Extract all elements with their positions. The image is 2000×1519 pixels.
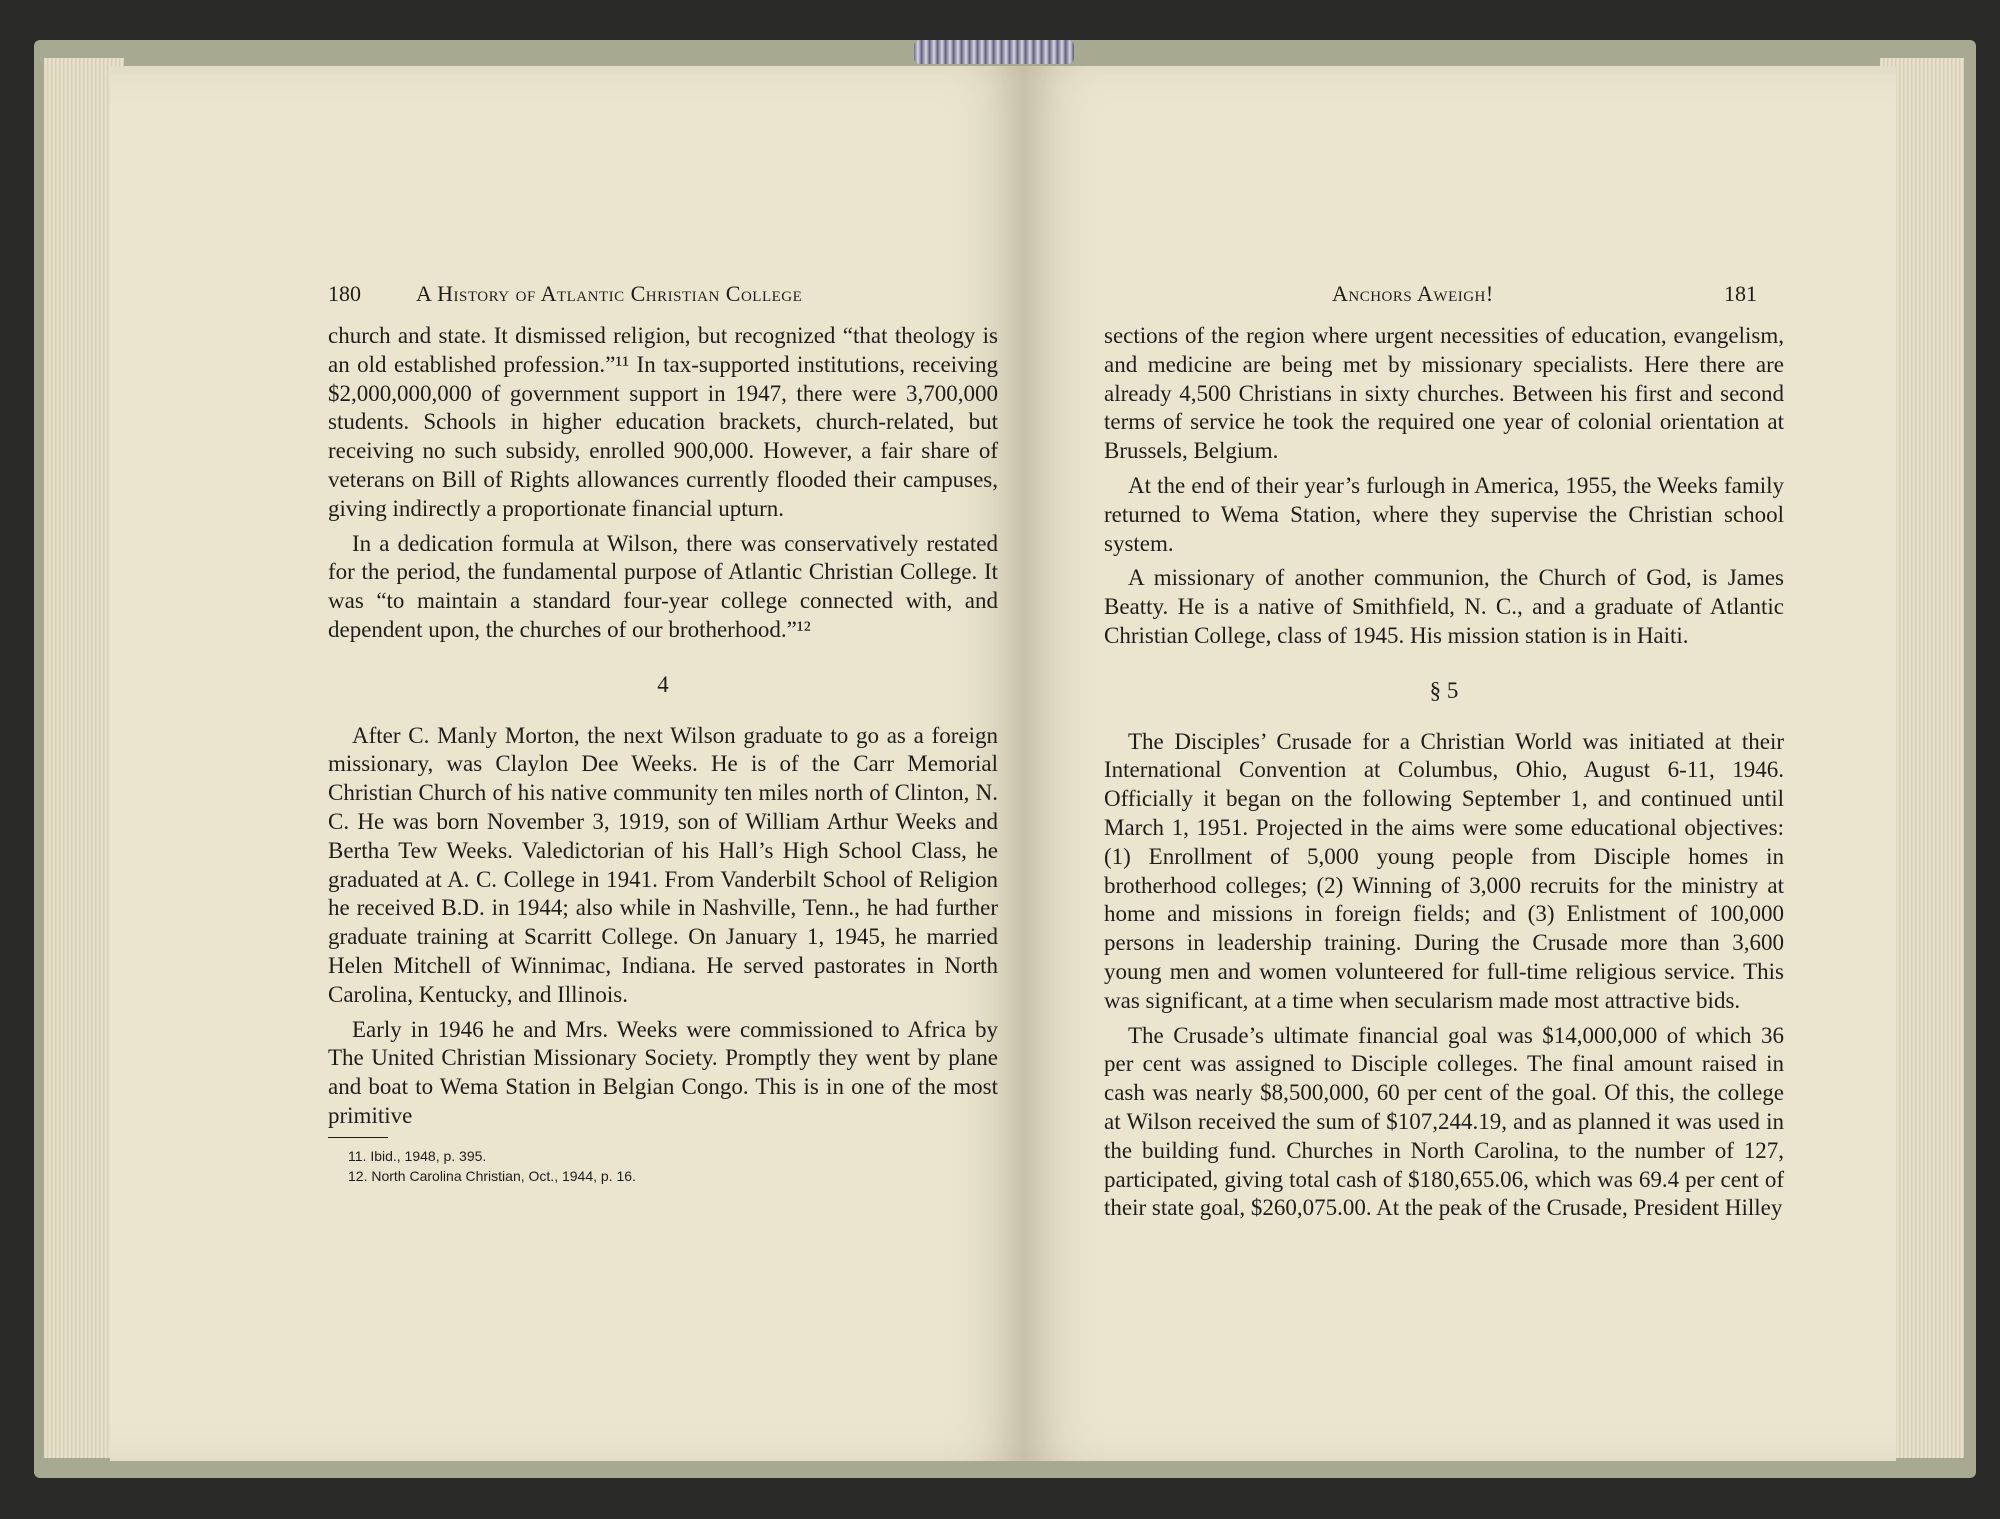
running-head-left: A History of Atlantic Christian College (416, 281, 803, 306)
paragraph: A missionary of another communion, the Church of God, is James Beatty. He is a native of Smithfield, N. C., and a graduate of Atlantic Christian College, class of 1945. His mission station is in Haiti. (1104, 565, 1784, 648)
page-number-right: 181 (1724, 281, 1757, 306)
paragraph: After C. Manly Morton, the next Wilson graduate to go as a foreign missionary, was Claylon Dee Weeks. He is of the Carr Memorial Christian Church of his native community ten miles north of Clinton, N. C. He was born November 3, 1919, son of William Arthur Weeks and Bertha Tew Weeks. Valedictorian of his Hall’s High School Class, he graduated at A. C. College in 1941. From Vanderbilt School of Religion he received B.D. in 1944; also while in Nashville, Tenn., he had further graduate training at Scarritt College. On January 1, 1945, he married Helen Mitchell of Winnimac, Indiana. He served pastorates in North Carolina, Kentucky, and Illinois. (328, 722, 998, 1007)
paragraph: sections of the region where urgent necessities of education, evangelism, and medicine are being met by missionary specialists. Here there are already 4,500 Christians in sixty churches. Between his first and second terms of service he took the required one year of colonial orientation at Brussels, Belgium. (1104, 323, 1784, 464)
section-number: 4 (657, 671, 669, 697)
paragraph: The Disciples’ Crusade for a Christian World was initiated at their International Convention at Columbus, Ohio, August 6-11, 1946. Officially it began on the following September 1, and continued until March 1, 1951. Projected in the aims were some educational objectives: (1) Enrollment of 5,000 young people from Disciple homes in brotherhood colleges; (2) Winning of 3,000 recruits for the ministry at home and missions in foreign fields; and (3) Enlistment of 100,000 persons in leadership training. During the Crusade more than 3,600 young men and women volunteered for full-time religious service. This was significant, at a time when secularism made most attractive bids. (1104, 728, 1784, 1013)
paragraph: At the end of their year’s furlough in America, 1955, the Weeks family returned to Wema Station, where they supervise the Christian school system. (1104, 472, 1784, 556)
paragraph: In a dedication formula at Wilson, there was conservatively restated for the period, the fundamental purpose of Atlantic Christian College. It was “to maintain a standard four-year college connected with, and dependent upon, the churches of our brotherhood.”¹² (328, 530, 998, 642)
paragraph: church and state. It dismissed religion, but recognized “that theology is an old established profession.”¹¹ In tax-supported institutions, receiving $2,000,000,000 of government support in 1947, there were 3,700,000 students. Schools in higher education brackets, church-related, but receiving no such subsidy, enrolled 900,000. However, a fair share of veterans on Bill of Rights allowances currently flooded their campuses, giving indirectly a proportionate financial upturn. (328, 323, 998, 521)
left-text-column (328, 322, 998, 1186)
left-page (110, 66, 1024, 1461)
footnote-rule (328, 1137, 388, 1138)
page-number-left: 180 (328, 281, 361, 306)
section-number: § 5 (1429, 677, 1459, 703)
paragraph: Early in 1946 he and Mrs. Weeks were commissioned to Africa by The United Christian Missionary Society. Promptly they went by plane and boat to Wema Station in Belgian Congo. This is in one of the most primitive (328, 1016, 998, 1128)
footnote: 11. Ibid., 1948, p. 395. (348, 1147, 487, 1164)
paragraph: The Crusade’s ultimate financial goal was $14,000,000 of which 36 per cent was assigned to Disciple colleges. The final amount raised in cash was nearly $8,500,000, 60 per cent of the goal. Of this, the college at Wilson received the sum of $107,244.19, and as planned it was used in the building fund. Churches in North Carolina, to the number of 127, participated, giving total cash of $180,655.06, which was 69.4 per cent of their state goal, $260,075.00. At the peak of the Crusade, President Hilley (1104, 1022, 1784, 1221)
running-head-right: Anchors Aweigh! (1332, 281, 1494, 306)
right-text-column (1104, 322, 1784, 1229)
right-page (1024, 66, 1896, 1461)
spine-headband (914, 40, 1074, 64)
footnote: 12. North Carolina Christian, Oct., 1944, p. 16. (348, 1167, 636, 1184)
